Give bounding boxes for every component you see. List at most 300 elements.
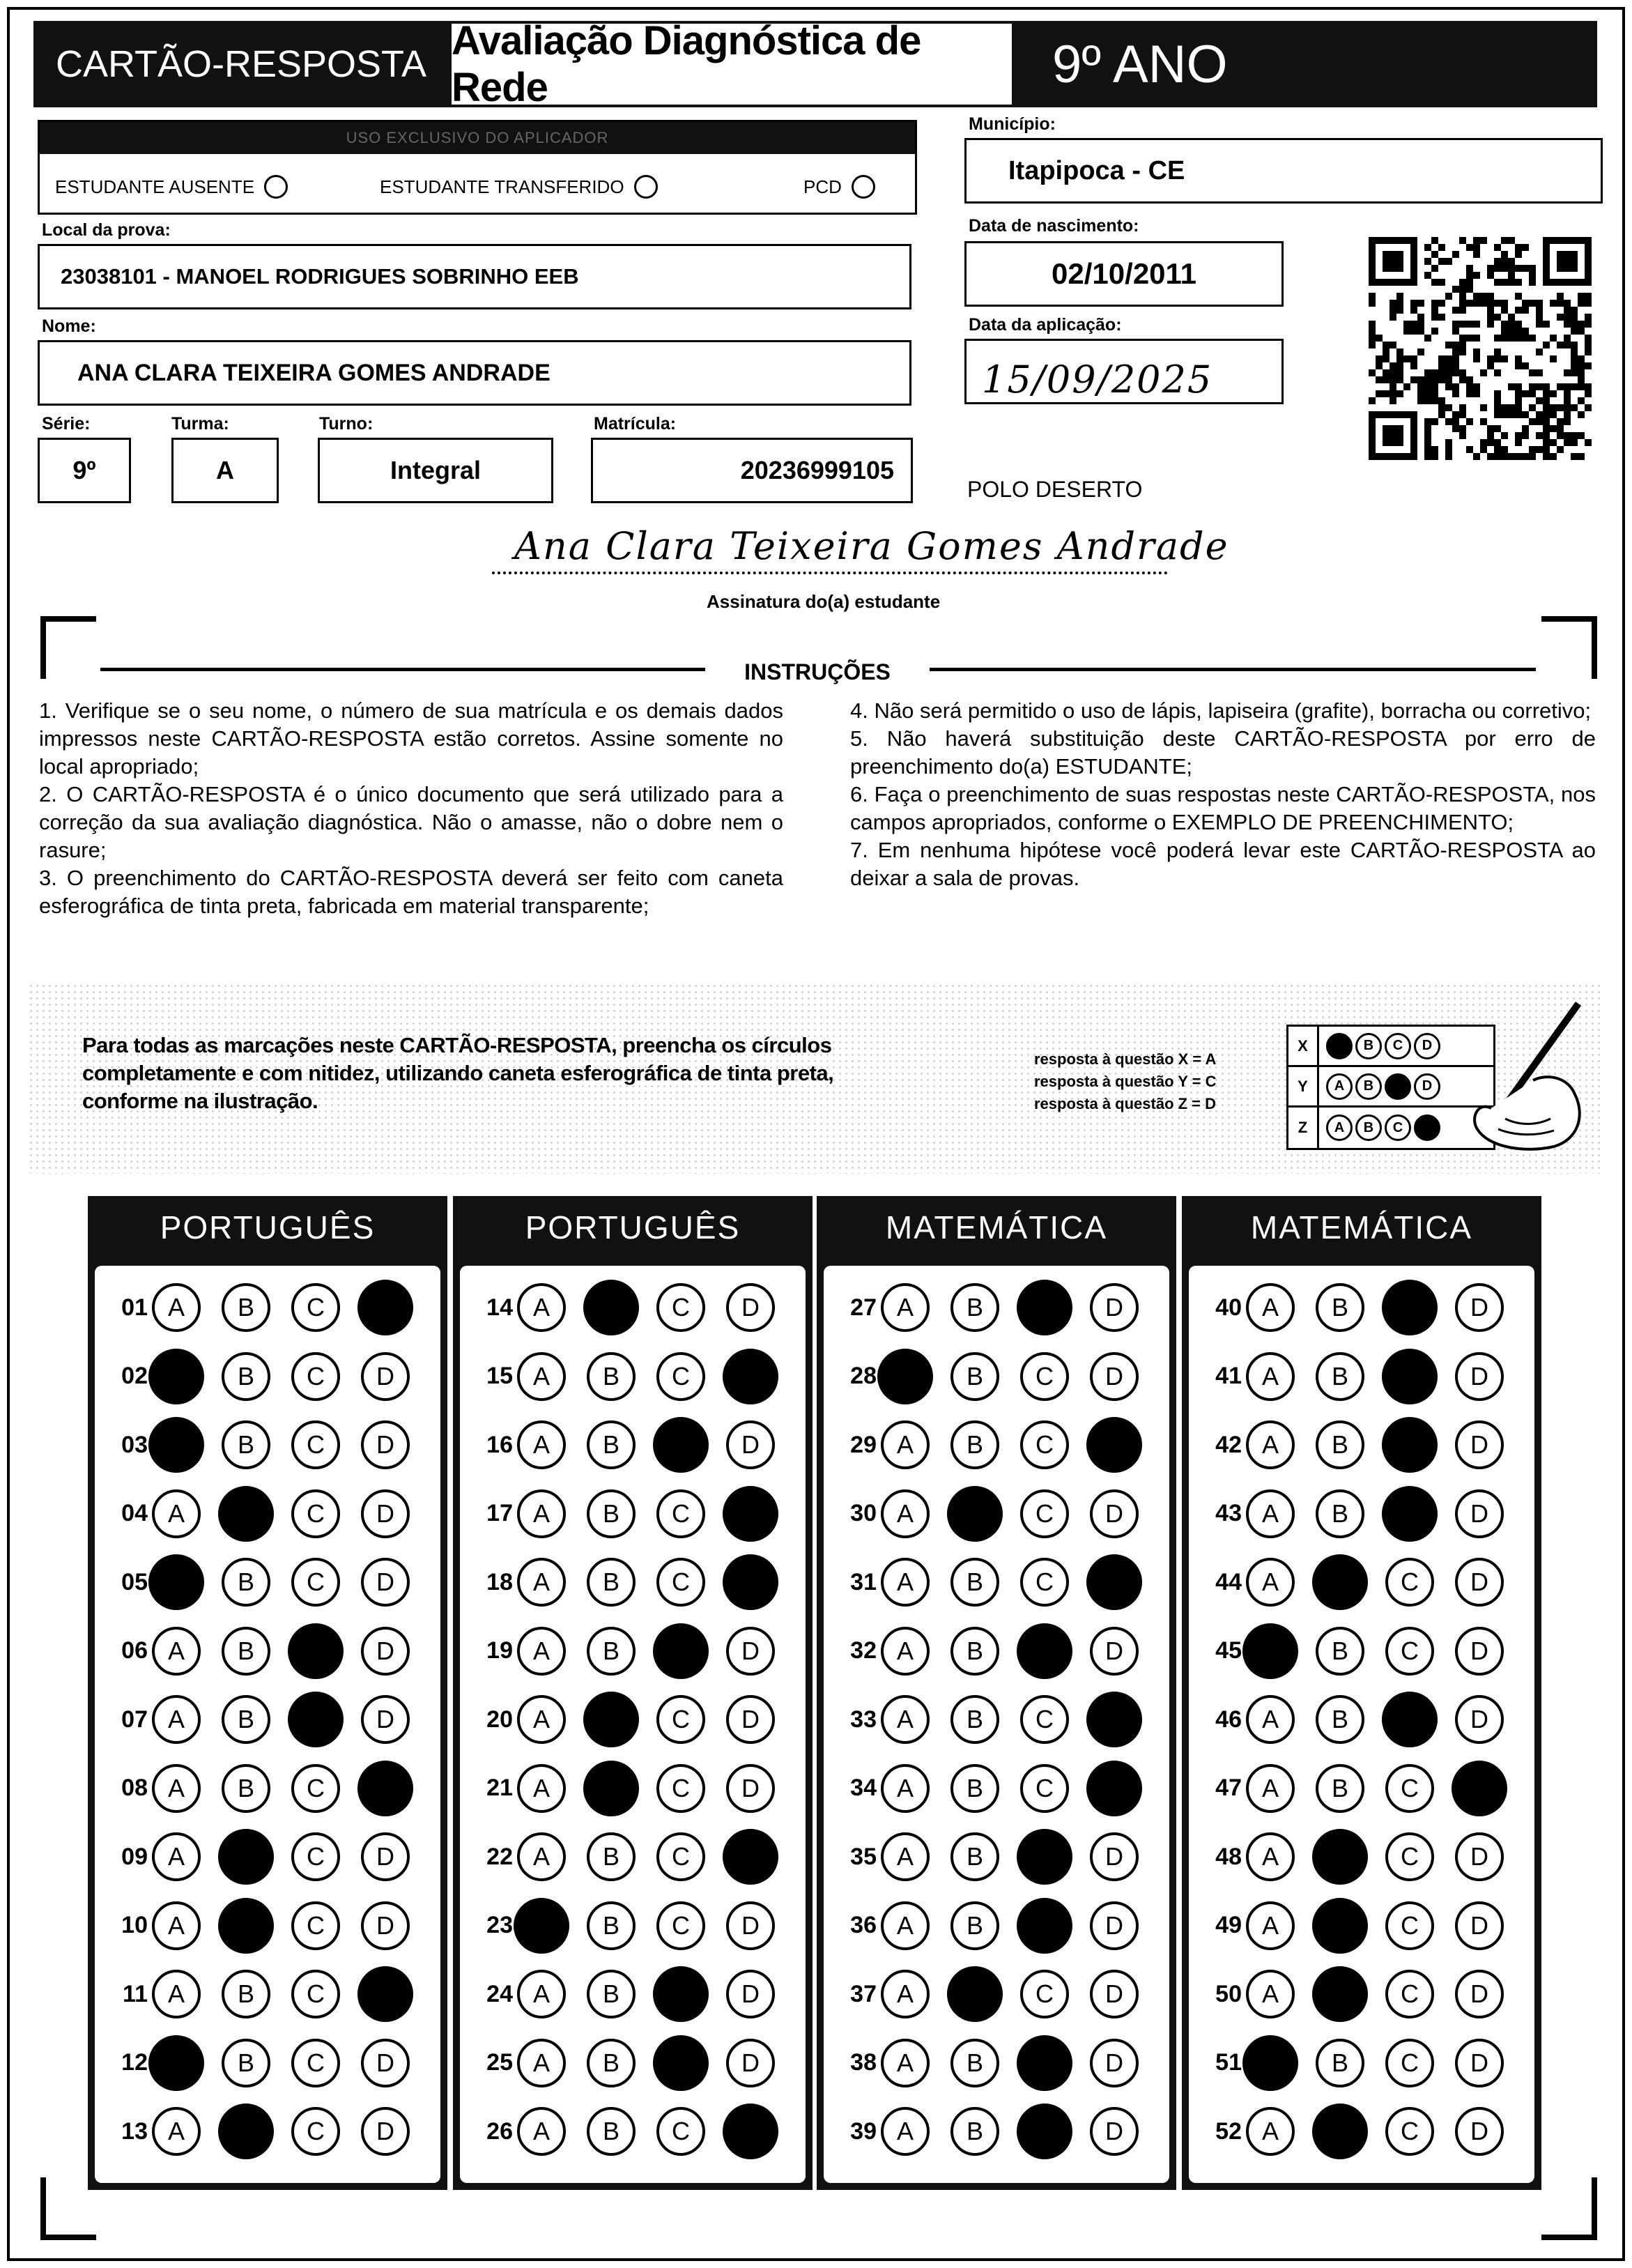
answer-bubble-a[interactable]: A [152, 1901, 201, 1950]
example-text: Para todas as marcações neste CARTÃO-RESPOSTA, preencha os círculos completamente e com nitidez, utilizando caneta esferográfica de tinta preta, conforme na ilustração. [82, 1033, 834, 1113]
answer-bubble-a[interactable]: A [517, 1764, 566, 1813]
answer-bubble-c[interactable]: C [1020, 1764, 1069, 1813]
answer-bubble-b[interactable]: B [1316, 2039, 1364, 2087]
answer-bubble-b[interactable]: B [587, 1901, 636, 1950]
answer-bubble-b[interactable]: B [950, 2039, 999, 2087]
answer-bubble-a[interactable]: A [881, 1420, 930, 1469]
answer-bubble-b[interactable]: B [222, 1627, 270, 1676]
answer-bubble-d[interactable]: D [1090, 1832, 1139, 1881]
class-field: A [171, 438, 279, 503]
answer-bubble-d[interactable] [357, 1280, 413, 1335]
answer-bubble-a[interactable]: A [881, 1695, 930, 1744]
answer-bubble-d[interactable]: D [1455, 1832, 1504, 1881]
answer-bubble-c[interactable]: C [1385, 1832, 1434, 1881]
answer-bubble-c[interactable] [653, 1966, 709, 2022]
answer-bubble-b[interactable] [947, 1486, 1003, 1542]
answer-bubble-b[interactable]: B [587, 1627, 636, 1676]
answer-bubble-b[interactable] [1312, 1966, 1368, 2022]
answer-bubble-b[interactable]: B [1316, 1352, 1364, 1401]
answer-bubble-d[interactable]: D [1090, 1627, 1139, 1676]
answer-bubble-a[interactable]: A [881, 1489, 930, 1538]
exam-title: Avaliação Diagnóstica de Rede [449, 21, 1015, 107]
question-number: 44 [1215, 1568, 1242, 1595]
answer-bubble-c[interactable]: C [656, 1832, 705, 1881]
answer-bubble-c[interactable]: C [291, 1901, 340, 1950]
answer-bubble-b[interactable]: B [950, 1832, 999, 1881]
answer-bubble-a[interactable]: A [517, 1970, 566, 2018]
answer-bubble-a[interactable]: A [152, 1764, 201, 1813]
instruction-item: 1. Verifique se o seu nome, o número de sua matrícula e os demais dados impressos neste CARTÃO-RESPOSTA estão corretos. Assine somente no local apropriado; [39, 698, 783, 779]
answer-bubble-b[interactable]: B [587, 1558, 636, 1607]
answer-bubble-d[interactable] [1452, 1761, 1507, 1816]
question-number: 06 [121, 1637, 148, 1664]
question-row [1189, 1898, 1534, 1954]
answer-bubble-d[interactable]: D [361, 1901, 410, 1950]
question-number: 46 [1215, 1706, 1242, 1733]
answer-bubble-b[interactable]: B [950, 1627, 999, 1676]
pcd-checkbox[interactable] [852, 175, 875, 199]
answer-bubble-d[interactable]: D [726, 2039, 775, 2087]
answer-bubble-c[interactable]: C [291, 1558, 340, 1607]
answer-bubble-a[interactable]: A [881, 1832, 930, 1881]
answer-bubble-d[interactable]: D [361, 1352, 410, 1401]
answer-bubble-d[interactable]: D [361, 1627, 410, 1676]
question-row [1189, 1280, 1534, 1335]
answer-bubble-b[interactable]: B [950, 1558, 999, 1607]
answer-bubble-d[interactable]: D [1455, 1489, 1504, 1538]
question-row [95, 1417, 440, 1473]
answer-bubble-d[interactable] [357, 1966, 413, 2022]
question-number: 07 [121, 1706, 148, 1733]
answer-bubble-a[interactable] [1242, 1623, 1298, 1679]
answer-bubble-a[interactable]: A [1246, 2107, 1295, 2156]
answer-bubble-c[interactable] [653, 1417, 709, 1473]
answer-bubble-d[interactable]: D [361, 2039, 410, 2087]
example-bubble: C [1385, 1114, 1411, 1141]
answer-bubble-c[interactable]: C [1020, 1970, 1069, 2018]
answer-bubble-c[interactable]: C [291, 2039, 340, 2087]
answer-bubble-d[interactable]: D [361, 1832, 410, 1881]
answer-bubble-a[interactable]: A [1246, 1558, 1295, 1607]
answer-bubble-d[interactable]: D [726, 1695, 775, 1744]
answer-bubble-d[interactable] [1086, 1417, 1142, 1473]
hand-pen-icon [1456, 997, 1589, 1157]
question-number: 48 [1215, 1843, 1242, 1870]
example-bubble [1414, 1114, 1440, 1141]
question-number: 19 [486, 1637, 513, 1664]
answer-bubble-b[interactable]: B [1316, 1695, 1364, 1744]
question-row [95, 1829, 440, 1885]
answer-bubble-d[interactable]: D [1090, 2039, 1139, 2087]
answer-bubble-d[interactable]: D [726, 1901, 775, 1950]
answer-bubble-c[interactable]: C [656, 1558, 705, 1607]
answer-bubble-c[interactable]: C [1385, 1970, 1434, 2018]
answer-bubble-b[interactable]: B [950, 1352, 999, 1401]
answer-bubble-c[interactable]: C [1020, 1420, 1069, 1469]
answer-bubble-a[interactable]: A [1246, 1901, 1295, 1950]
question-number: 28 [850, 1363, 877, 1389]
answer-bubble-a[interactable]: A [1246, 1352, 1295, 1401]
question-row [824, 1692, 1169, 1747]
question-number: 39 [850, 2117, 877, 2145]
answer-bubble-c[interactable] [1382, 1486, 1438, 1542]
absent-checkbox[interactable] [264, 175, 288, 199]
instruction-item: 5. Não haverá substituição deste CARTÃO-RESPOSTA por erro de preenchimento do(a) ESTUDANTE; [850, 726, 1596, 779]
answer-bubble-b[interactable] [1312, 2104, 1368, 2159]
answer-bubble-c[interactable] [1017, 1280, 1072, 1335]
answer-bubble-a[interactable] [514, 1898, 569, 1954]
answer-bubble-d[interactable]: D [1455, 1695, 1504, 1744]
corner-mark [1541, 2177, 1597, 2240]
question-number: 09 [121, 1843, 148, 1870]
answer-bubble-c[interactable]: C [656, 1695, 705, 1744]
example-bubble: B [1355, 1073, 1382, 1100]
answer-bubble-a[interactable]: A [881, 1558, 930, 1607]
answer-bubble-c[interactable]: C [656, 1352, 705, 1401]
question-row [460, 2104, 806, 2159]
answer-bubble-b[interactable] [1312, 1829, 1368, 1885]
question-number: 03 [121, 1431, 148, 1458]
answer-bubble-c[interactable] [653, 2035, 709, 2091]
answer-bubble-a[interactable]: A [881, 1627, 930, 1676]
answer-bubble-d[interactable]: D [726, 1970, 775, 2018]
answer-bubble-a[interactable]: A [881, 2039, 930, 2087]
answer-bubble-a[interactable]: A [152, 1832, 201, 1881]
answer-bubble-a[interactable]: A [517, 1420, 566, 1469]
question-row [460, 1486, 806, 1542]
answer-bubble-d[interactable]: D [361, 2107, 410, 2156]
answer-bubble-b[interactable] [947, 1966, 1003, 2022]
answer-bubble-a[interactable] [148, 1349, 204, 1404]
birth-label: Data de nascimento: [969, 216, 1139, 236]
corner-mark [1541, 616, 1597, 679]
question-row [824, 1829, 1169, 1885]
question-number: 36 [850, 1912, 877, 1938]
answer-bubble-a[interactable]: A [881, 1970, 930, 2018]
answer-bubble-c[interactable]: C [1385, 1764, 1434, 1813]
answer-bubble-d[interactable]: D [1455, 1420, 1504, 1469]
answer-bubble-d[interactable] [723, 1554, 778, 1610]
section-header: PORTUGUÊS [453, 1196, 813, 1259]
answer-column [88, 1259, 447, 2190]
question-number: 21 [486, 1775, 513, 1801]
answer-bubble-d[interactable]: D [1455, 1283, 1504, 1332]
answer-bubble-c[interactable]: C [656, 2107, 705, 2156]
answer-bubble-c[interactable]: C [291, 2107, 340, 2156]
answer-bubble-c[interactable]: C [1385, 2039, 1434, 2087]
instruction-item: 4. Não será permitido o uso de lápis, lapiseira (grafite), borracha ou corretivo; [850, 698, 1592, 723]
answer-bubble-a[interactable]: A [152, 1283, 201, 1332]
question-row [824, 1761, 1169, 1816]
example-bubble: B [1355, 1114, 1382, 1141]
instructions-rule [930, 668, 1536, 671]
instructions-right [850, 697, 1596, 892]
polo-label: POLO DESERTO [967, 477, 1143, 502]
answer-bubble-b[interactable]: B [587, 1489, 636, 1538]
answer-bubble-a[interactable]: A [517, 1695, 566, 1744]
answer-bubble-b[interactable]: B [222, 2039, 270, 2087]
answer-bubble-a[interactable]: A [517, 1627, 566, 1676]
answer-bubble-b[interactable]: B [950, 1695, 999, 1744]
answer-bubble-b[interactable]: B [587, 1970, 636, 2018]
answer-bubble-b[interactable]: B [950, 2107, 999, 2156]
question-row [824, 2035, 1169, 2091]
answer-column [1182, 1259, 1541, 2190]
answer-bubble-d[interactable]: D [1090, 1352, 1139, 1401]
answer-bubble-c[interactable] [1017, 1898, 1072, 1954]
answer-bubble-a[interactable]: A [1246, 1489, 1295, 1538]
answer-bubble-b[interactable]: B [950, 1764, 999, 1813]
answer-bubble-c[interactable]: C [1020, 1489, 1069, 1538]
answer-bubble-a[interactable]: A [517, 2107, 566, 2156]
answer-bubble-c[interactable]: C [1385, 1558, 1434, 1607]
answer-bubble-b[interactable]: B [587, 1420, 636, 1469]
answer-bubble-b[interactable] [583, 1761, 639, 1816]
answer-bubble-c[interactable]: C [656, 1901, 705, 1950]
answer-bubble-d[interactable]: D [1090, 2107, 1139, 2156]
answer-bubble-b[interactable]: B [1316, 1764, 1364, 1813]
answer-bubble-b[interactable] [1312, 1554, 1368, 1610]
answer-bubble-c[interactable]: C [1385, 2107, 1434, 2156]
application-label: Data da aplicação: [969, 315, 1122, 335]
answer-bubble-c[interactable]: C [291, 1283, 340, 1332]
example-question-label: Z [1288, 1108, 1319, 1148]
applicator-box [38, 120, 917, 215]
answer-bubble-c[interactable]: C [1020, 1695, 1069, 1744]
instruction-item: 3. O preenchimento do CARTÃO-RESPOSTA deverá ser feito com caneta esferográfica de tinta preta, fabricada em material transparente; [39, 866, 783, 918]
answer-bubble-c[interactable] [1382, 1417, 1438, 1473]
answer-bubble-b[interactable]: B [222, 1420, 270, 1469]
answer-bubble-a[interactable]: A [881, 1764, 930, 1813]
answer-bubble-d[interactable] [723, 2104, 778, 2159]
answer-bubble-d[interactable]: D [1455, 1627, 1504, 1676]
answer-bubble-c[interactable]: C [291, 1832, 340, 1881]
answer-bubble-c[interactable] [288, 1623, 344, 1679]
answer-bubble-c[interactable] [1382, 1349, 1438, 1404]
answer-bubble-b[interactable] [218, 1898, 274, 1954]
question-row [95, 1349, 440, 1404]
answer-bubble-d[interactable] [723, 1829, 778, 1885]
answer-bubble-b[interactable]: B [1316, 1420, 1364, 1469]
answer-bubble-d[interactable]: D [1455, 1901, 1504, 1950]
question-row [95, 2104, 440, 2159]
answer-bubble-b[interactable]: B [1316, 1627, 1364, 1676]
instructions-rule [100, 668, 705, 671]
question-number: 30 [850, 1500, 877, 1526]
answer-bubble-b[interactable]: B [222, 1695, 270, 1744]
question-number: 33 [850, 1706, 877, 1733]
city-field: Itapipoca - CE [964, 138, 1603, 204]
answer-bubble-d[interactable]: D [1090, 1489, 1139, 1538]
answer-bubble-b[interactable]: B [587, 2107, 636, 2156]
answer-bubble-a[interactable]: A [517, 1558, 566, 1607]
question-number: 04 [121, 1500, 148, 1526]
question-number: 05 [121, 1568, 148, 1595]
answer-bubble-b[interactable]: B [587, 2039, 636, 2087]
answer-bubble-b[interactable]: B [950, 1901, 999, 1950]
shift-label: Turno: [319, 414, 374, 434]
answer-bubble-a[interactable]: A [517, 1352, 566, 1401]
answer-bubble-c[interactable] [1017, 2104, 1072, 2159]
answer-bubble-b[interactable] [218, 1829, 274, 1885]
answer-bubble-b[interactable] [583, 1280, 639, 1335]
question-row [460, 2035, 806, 2091]
answer-bubble-a[interactable]: A [152, 1695, 201, 1744]
answer-bubble-d[interactable]: D [1090, 1901, 1139, 1950]
answer-bubble-b[interactable]: B [222, 1970, 270, 2018]
answer-bubble-d[interactable]: D [361, 1695, 410, 1744]
answer-bubble-d[interactable] [723, 1486, 778, 1542]
answer-bubble-a[interactable]: A [1246, 1695, 1295, 1744]
question-number: 45 [1215, 1637, 1242, 1664]
answer-column [453, 1259, 813, 2190]
answer-bubble-d[interactable]: D [726, 1420, 775, 1469]
answer-bubble-d[interactable] [357, 1761, 413, 1816]
question-row [460, 1417, 806, 1473]
answer-bubble-d[interactable]: D [361, 1489, 410, 1538]
answer-bubble-a[interactable] [1242, 2035, 1298, 2091]
answer-bubble-a[interactable]: A [152, 1627, 201, 1676]
answer-bubble-b[interactable]: B [222, 1764, 270, 1813]
answer-bubble-a[interactable]: A [1246, 1832, 1295, 1881]
answer-bubble-c[interactable]: C [656, 1489, 705, 1538]
answer-bubble-b[interactable] [1312, 1898, 1368, 1954]
question-row [1189, 2035, 1534, 2091]
example-bubble [1385, 1073, 1411, 1100]
answer-bubble-b[interactable] [583, 1692, 639, 1747]
answer-bubble-d[interactable]: D [361, 1420, 410, 1469]
answer-bubble-c[interactable] [1017, 1829, 1072, 1885]
answer-bubble-c[interactable]: C [1385, 1901, 1434, 1950]
answer-bubble-a[interactable]: A [1246, 1420, 1295, 1469]
answer-bubble-b[interactable]: B [950, 1420, 999, 1469]
transferred-checkbox[interactable] [634, 175, 658, 199]
answer-bubble-c[interactable]: C [656, 1764, 705, 1813]
answer-bubble-b[interactable]: B [587, 1832, 636, 1881]
answer-bubble-d[interactable]: D [1455, 2107, 1504, 2156]
answer-bubble-b[interactable] [218, 1486, 274, 1542]
answer-bubble-b[interactable]: B [587, 1352, 636, 1401]
enrollment-field: 20236999105 [591, 438, 913, 503]
answer-bubble-d[interactable] [1086, 1761, 1142, 1816]
answer-bubble-c[interactable]: C [291, 1970, 340, 2018]
question-number: 11 [123, 1980, 148, 2007]
answer-bubble-a[interactable]: A [517, 1283, 566, 1332]
name-field: ANA CLARA TEIXEIRA GOMES ANDRADE [38, 340, 911, 406]
answer-bubble-a[interactable]: A [1246, 1970, 1295, 2018]
answer-bubble-b[interactable]: B [222, 1283, 270, 1332]
question-row [460, 1761, 806, 1816]
example-bubble: A [1326, 1114, 1353, 1141]
answer-bubble-c[interactable] [288, 1692, 344, 1747]
answer-bubble-c[interactable]: C [1020, 1352, 1069, 1401]
answer-bubble-d[interactable]: D [726, 1283, 775, 1332]
answer-bubble-d[interactable]: D [1455, 1970, 1504, 2018]
answer-bubble-a[interactable]: A [881, 1901, 930, 1950]
answer-bubble-b[interactable]: B [222, 1352, 270, 1401]
answer-bubble-c[interactable]: C [291, 1764, 340, 1813]
signature-label: Assinatura do(a) estudante [707, 591, 941, 612]
answer-bubble-a[interactable] [148, 1417, 204, 1473]
answer-bubble-b[interactable]: B [950, 1283, 999, 1332]
answer-bubble-a[interactable]: A [517, 1489, 566, 1538]
answer-bubble-b[interactable]: B [222, 1558, 270, 1607]
question-number: 35 [850, 1843, 877, 1870]
answer-bubble-c[interactable] [1017, 1623, 1072, 1679]
example-legend-item: resposta à questão Z = D [1034, 1095, 1217, 1112]
answer-bubble-a[interactable]: A [152, 2107, 201, 2156]
question-row [1189, 1623, 1534, 1679]
answer-bubble-d[interactable]: D [726, 1764, 775, 1813]
answer-bubble-d[interactable] [1086, 1692, 1142, 1747]
answer-bubble-c[interactable]: C [291, 1489, 340, 1538]
answer-bubble-a[interactable]: A [881, 1283, 930, 1332]
answer-bubble-a[interactable]: A [1246, 1764, 1295, 1813]
answer-bubble-a[interactable] [877, 1349, 933, 1404]
answer-bubble-d[interactable]: D [1455, 1352, 1504, 1401]
instruction-item: 2. O CARTÃO-RESPOSTA é o único documento que será utilizado para a correção da sua avaliação diagnóstica. Não o amasse, não o dobre nem o rasure; [39, 782, 783, 862]
question-row [1189, 1486, 1534, 1542]
answer-bubble-a[interactable]: A [517, 1832, 566, 1881]
answer-bubble-d[interactable]: D [1455, 2039, 1504, 2087]
answer-bubble-b[interactable]: B [1316, 1489, 1364, 1538]
pcd-label: PCD [803, 176, 842, 197]
question-row [824, 1417, 1169, 1473]
answer-bubble-d[interactable] [1086, 1554, 1142, 1610]
question-row [95, 1623, 440, 1679]
answer-bubble-d[interactable]: D [361, 1558, 410, 1607]
answer-bubble-c[interactable] [1017, 2035, 1072, 2091]
answer-bubble-a[interactable] [148, 1554, 204, 1610]
answer-bubble-a[interactable]: A [1246, 1283, 1295, 1332]
answer-bubble-b[interactable]: B [1316, 1283, 1364, 1332]
answer-bubble-a[interactable]: A [517, 2039, 566, 2087]
question-number: 32 [850, 1637, 877, 1664]
answer-bubble-c[interactable]: C [656, 1283, 705, 1332]
series-label: Série: [42, 414, 91, 434]
question-row [95, 1554, 440, 1610]
question-number: 29 [850, 1431, 877, 1458]
answer-bubble-d[interactable] [723, 1349, 778, 1404]
answer-bubble-a[interactable] [148, 2035, 204, 2091]
answer-bubble-a[interactable]: A [881, 2107, 930, 2156]
answer-column [817, 1259, 1176, 2190]
answer-bubble-d[interactable]: D [1090, 1970, 1139, 2018]
transferred-label: ESTUDANTE TRANSFERIDO [380, 176, 624, 197]
signature-handwriting: Ana Clara Teixeira Gomes Andrade [514, 524, 1229, 568]
answer-bubble-d[interactable]: D [1455, 1558, 1504, 1607]
example-question-label: Y [1288, 1067, 1319, 1105]
question-number: 34 [850, 1775, 877, 1801]
answer-bubble-c[interactable]: C [1385, 1627, 1434, 1676]
answer-bubble-b[interactable] [218, 2104, 274, 2159]
answer-bubble-c[interactable]: C [1020, 1558, 1069, 1607]
answer-bubble-c[interactable]: C [291, 1420, 340, 1469]
question-number: 42 [1215, 1431, 1242, 1458]
answer-bubble-c[interactable] [653, 1623, 709, 1679]
question-number: 23 [486, 1912, 513, 1938]
answer-bubble-c[interactable] [1382, 1280, 1438, 1335]
answer-bubble-c[interactable]: C [291, 1352, 340, 1401]
answer-bubble-d[interactable]: D [726, 1627, 775, 1676]
qr-code [1369, 237, 1592, 460]
answer-bubble-c[interactable] [1382, 1692, 1438, 1747]
answer-bubble-d[interactable]: D [1090, 1283, 1139, 1332]
question-row [95, 1280, 440, 1335]
example-legend [1034, 1048, 1216, 1115]
answer-bubble-a[interactable]: A [152, 1970, 201, 2018]
answer-bubble-a[interactable]: A [152, 1489, 201, 1538]
